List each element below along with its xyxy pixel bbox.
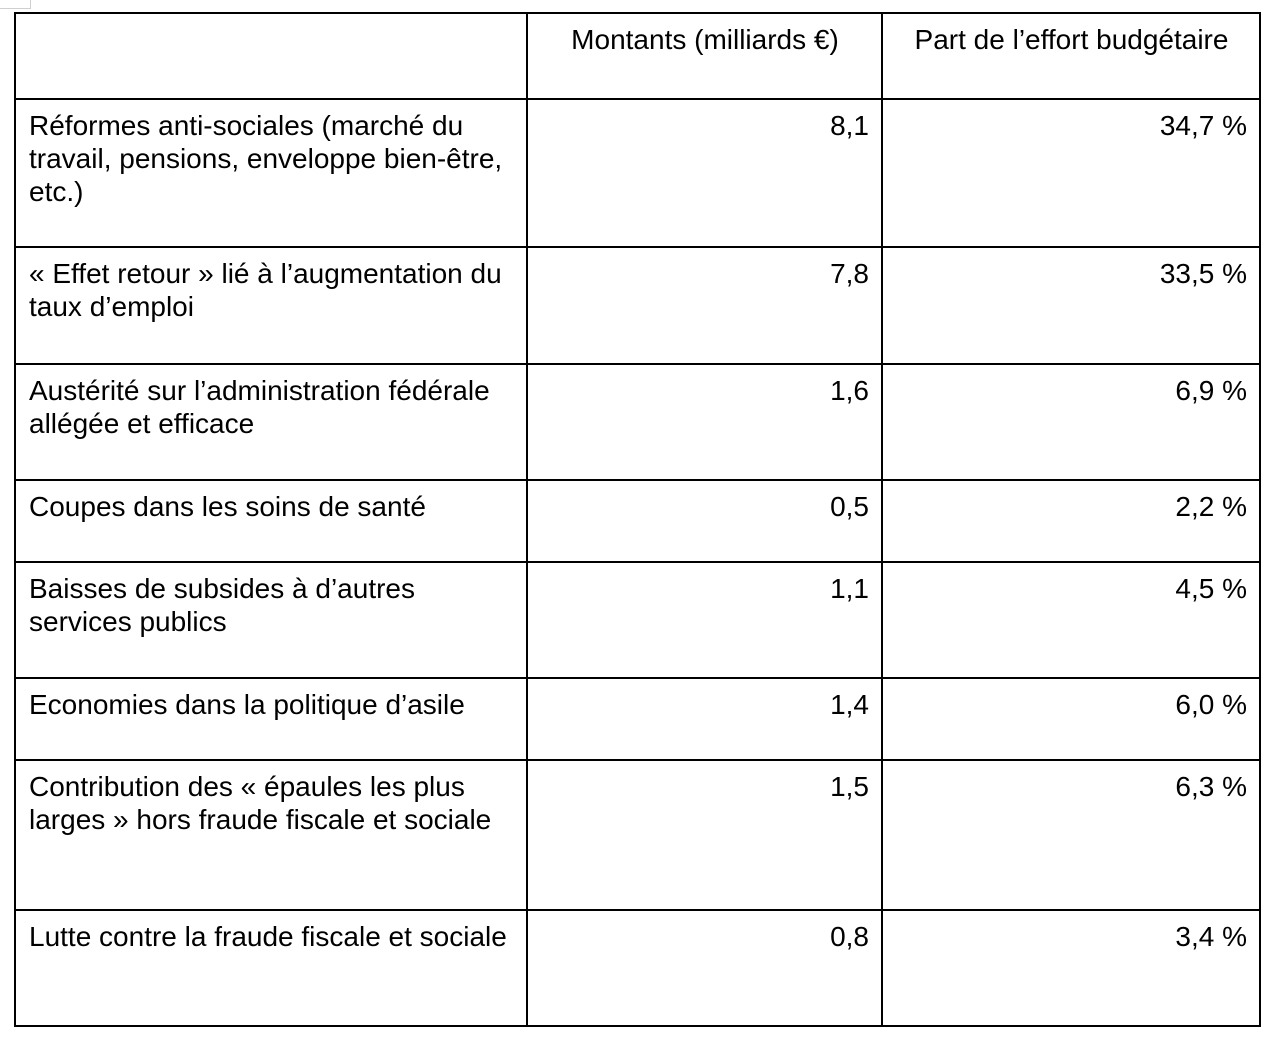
budget-effort-table [14,12,1261,1027]
table-row [15,760,1260,910]
table-row [15,678,1260,760]
row-share: 34,7 % [882,99,1260,247]
table-row [15,910,1260,1026]
row-amount: 8,1 [527,99,882,247]
row-label: Contribution des « épaules les plus larges » hors fraude fiscale et sociale [15,760,527,910]
row-label: Coupes dans les soins de santé [15,480,527,562]
row-label: Economies dans la politique d’asile [15,678,527,760]
row-share: 4,5 % [882,562,1260,678]
row-share: 2,2 % [882,480,1260,562]
row-share: 6,9 % [882,364,1260,480]
row-amount: 0,5 [527,480,882,562]
row-amount: 1,4 [527,678,882,760]
header-empty-cell [15,13,527,99]
row-amount: 7,8 [527,247,882,364]
table-row [15,364,1260,480]
row-share: 3,4 % [882,910,1260,1026]
table-row [15,480,1260,562]
row-amount: 1,6 [527,364,882,480]
row-amount: 0,8 [527,910,882,1026]
row-label: Lutte contre la fraude fiscale et sociale [15,910,527,1026]
row-amount: 1,5 [527,760,882,910]
row-share: 6,0 % [882,678,1260,760]
row-share: 6,3 % [882,760,1260,910]
table-row [15,562,1260,678]
row-share: 33,5 % [882,247,1260,364]
header-budget-share: Part de l’effort budgétaire [882,13,1260,99]
page-corner-mark [0,0,31,9]
row-label: Réformes anti-sociales (marché du travail, pensions, enveloppe bien-être, etc.) [15,99,527,247]
header-amounts: Montants (milliards €) [527,13,882,99]
row-label: Austérité sur l’administration fédérale allégée et efficace [15,364,527,480]
row-label: Baisses de subsides à d’autres services publics [15,562,527,678]
table-row [15,247,1260,364]
table-row [15,99,1260,247]
row-label: « Effet retour » lié à l’augmentation du taux d’emploi [15,247,527,364]
table-header-row [15,13,1260,99]
row-amount: 1,1 [527,562,882,678]
